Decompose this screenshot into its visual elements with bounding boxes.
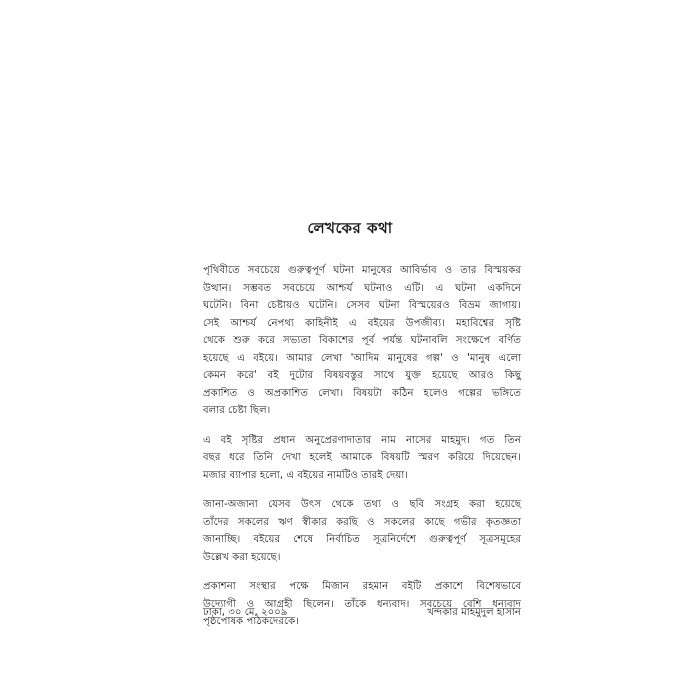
place-date: ঢাকা, ৩০ মে, ২০০৯: [203, 607, 288, 618]
text-line: থেকে শুরু করে সভ্যতা বিকাশের পূর্ব পর্যন্ত ঘটনাবলি সংক্ষেপে বর্ণিত: [203, 335, 521, 346]
text-line: সেই আশ্চর্য নেপথ্য কাহিনীই এ বইয়ের উপজীব্য। মহাবিশ্বের সৃষ্টি: [203, 317, 521, 329]
text-line: কেমন করে' বই দুটোর বিষয়বস্তুর সাথে যুক্ত হয়েছে আরও কিছু: [203, 370, 521, 381]
author-name: খন্দকার মাহমুদুল হাসান: [427, 607, 521, 618]
text-line: উত্থান। সম্ভবত সবচেয়ে আশ্চর্য ঘটনাও এটি। এ ঘটনা একদিনে: [203, 282, 521, 294]
text-line: বছর ধরে তিনি দেখা হলেই আমাকে বিষয়টি স্মরণ করিয়ে দিয়েছেন।: [203, 452, 521, 463]
text-line: পৃষ্ঠপোষক পাঠকদেরকে।: [203, 616, 299, 627]
preface-body: [203, 262, 521, 643]
text-line: উল্লেখ করা হয়েছে।: [203, 551, 281, 563]
text-line: হয়েছে এ বইয়ে। আমার লেখা 'আদিম মানুষের গল্প' ও 'মানুষ এলো: [203, 352, 521, 364]
text-line: জানা-অজানা যেসব উৎস থেকে তথ্য ও ছবি সংগ্রহ করা হয়েছে: [203, 499, 521, 510]
text-line: এ বই সৃষ্টির প্রধান অনুপ্রেরণাদাতার নাম নাসের মাহমুদ। গত তিন: [203, 434, 521, 446]
text-line: তাঁদের সকলের ঋণ স্বীকার করছি ও সকলের কাছে গভীর কৃতজ্ঞতা: [203, 516, 521, 528]
paragraph-2: [203, 432, 521, 485]
paragraph-1: [203, 262, 521, 420]
text-line: বলার চেষ্টা ছিল।: [203, 405, 271, 416]
text-line: পৃথিবীতে সবচেয়ে গুরুত্বপূর্ণ ঘটনা মানুষের আবির্ভাব ও তার বিস্ময়কর: [203, 265, 521, 276]
text-line: উদ্যোগী ও আগ্রহী ছিলেন। তাঁকে ধন্যবাদ। সবচেয়ে বেশি ধন্যবাদ: [203, 598, 521, 610]
text-line: মজার ব্যাপার হলো, এ বইয়ের নামটিও তারই দেয়া।: [203, 469, 408, 481]
paragraph-3: [203, 496, 521, 566]
text-line: প্রকাশনা সংস্থার পক্ষে মিজান রহমান বইটি প্রকাশে বিশেষভাবে: [203, 581, 521, 592]
text-line: প্রকাশিত ও অপ্রকাশিত লেখা। বিষয়টা কঠিন হলেও গল্পের ভঙ্গিতে: [203, 387, 521, 399]
text-line: ঘটেনি। বিনা চেষ্টায়ও ঘটেনি। সেসব ঘটনা বিস্ময়েরও বিভ্রম জাগায়।: [203, 300, 521, 311]
page-title: লেখকের কথা: [307, 219, 393, 237]
text-line: জানাচ্ছি। বইয়ের শেষে নির্বাচিত সূত্রনির্দেশে গুরুত্বপূর্ণ সূত্রসমূহের: [203, 534, 521, 545]
